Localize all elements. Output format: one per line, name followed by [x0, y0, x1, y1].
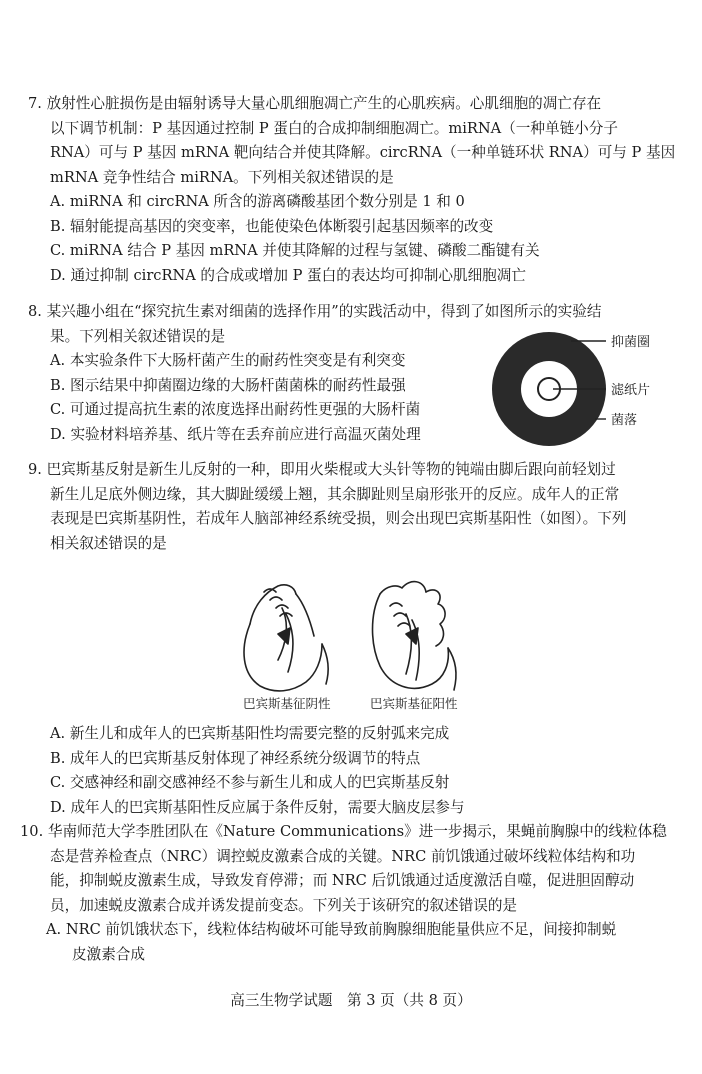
question-10-stem-line: 10. 华南师范大学李胜团队在《Nature Communications》进一步揭示，果蝇前胸腺中的线粒体稳	[20, 823, 667, 840]
question-7	[28, 92, 676, 288]
question-7-stem-line: RNA）可与 P 基因 mRNA 靶向结合并使其降解。circRNA（一种单链环状 RNA）可与 P 基因	[50, 144, 676, 161]
question-8-option-c: C. 可通过提高抗生素的浓度选择出耐药性更强的大肠杆菌	[50, 401, 421, 418]
caption-positive: 巴宾斯基征阳性	[370, 696, 458, 711]
question-7-option-c: C. miRNA 结合 P 基因 mRNA 并使其降解的过程与氢键、磷酸二酯键有关	[50, 242, 540, 259]
question-7-option-a: A. miRNA 和 circRNA 所含的游离磷酸基团个数分别是 1 和 0	[50, 193, 465, 210]
question-7-stem-line: 7. 放射性心脏损伤是由辐射诱导大量心肌细胞凋亡产生的心肌疾病。心肌细胞的凋亡存在	[28, 95, 602, 112]
question-10-option-a: A. NRC 前饥饿状态下，线粒体结构破坏可能导致前胸腺细胞能量供应不足，间接抑制蜕	[46, 921, 617, 938]
question-9-option-d: D. 成年人的巴宾斯基阳性反应属于条件反射，需要大脑皮层参与	[50, 798, 465, 816]
question-10-stem-line: 员，加速蜕皮激素合成并诱发提前变态。下列关于该研究的叙述错误的是	[50, 896, 518, 914]
page-footer: 高三生物学试题 第 3 页（共 8 页）	[230, 992, 472, 1009]
label-colony: 菌落	[611, 413, 638, 428]
foot-positive-drawing	[373, 582, 457, 690]
question-9	[28, 458, 668, 556]
question-8-option-b: B. 图示结果中抑菌圈边缘的大肠杆菌菌株的耐药性最强	[50, 376, 406, 394]
question-7-option-d: D. 通过抑制 circRNA 的合成或增加 P 蛋白的表达均可抑制心肌细胞凋亡	[50, 266, 526, 284]
question-8-option-a: A. 本实验条件下大肠杆菌产生的耐药性突变是有利突变	[50, 352, 406, 369]
question-8-stem-line: 8. 某兴趣小组在“探究抗生素对细菌的选择作用”的实践活动中，得到了如图所示的实验结	[28, 303, 602, 320]
question-9-stem-line: 相关叙述错误的是	[50, 534, 167, 552]
question-8-option-d: D. 实验材料培养基、纸片等在丢弃前应进行高温灭菌处理	[50, 425, 421, 443]
question-9-option-a: A. 新生儿和成年人的巴宾斯基阳性均需要完整的反射弧来完成	[50, 725, 450, 742]
label-disc: 滤纸片	[611, 383, 651, 398]
question-9-options	[28, 722, 668, 820]
question-10	[20, 820, 667, 967]
caption-negative: 巴宾斯基征阴性	[243, 696, 331, 711]
label-zone: 抑菌圈	[611, 335, 651, 350]
petri-dish-figure	[491, 331, 701, 447]
question-10-stem-line: 态是营养检查点（NRC）调控蜕皮激素合成的关键。NRC 前饥饿通过破坏线粒体结构和功	[50, 847, 636, 865]
question-9-stem-line: 新生儿足底外侧边缘，其大脚趾缓缓上翘，其余脚趾则呈扇形张开的反应。成年人的正常	[50, 485, 620, 503]
question-9-stem-line: 表现是巴宾斯基阴性，若成年人脑部神经系统受损，则会出现巴宾斯基阳性（如图）。下列	[50, 510, 627, 527]
question-9-option-b: B. 成年人的巴宾斯基反射体现了神经系统分级调节的特点	[50, 749, 421, 767]
question-8-stem-line: 果。下列相关叙述错误的是	[50, 327, 226, 345]
question-7-stem-line: 以下调节机制：P 基因通过控制 P 蛋白的合成抑制细胞凋亡。miRNA（一种单链小分子	[50, 119, 618, 137]
question-7-option-b: B. 辐射能提高基因的突变率，也能使染色体断裂引起基因频率的改变	[50, 217, 494, 235]
foot-negative-drawing	[244, 585, 328, 691]
question-10-stem-line: 能，抑制蜕皮激素生成，导致发育停滞；而 NRC 后饥饿通过适度激活自噬，促进胆固醇动	[50, 872, 635, 889]
question-9-option-c: C. 交感神经和副交感神经不参与新生儿和成人的巴宾斯基反射	[50, 774, 450, 791]
question-7-stem-line: mRNA 竞争性结合 miRNA。下列相关叙述错误的是	[50, 168, 394, 186]
babinski-figure	[230, 574, 480, 714]
question-9-stem-line: 9. 巴宾斯基反射是新生儿反射的一种，即用火柴棍或大头针等物的钝端由脚后跟向前轻划过	[28, 461, 616, 478]
question-10-option-a-cont: 皮激素合成	[72, 945, 145, 963]
